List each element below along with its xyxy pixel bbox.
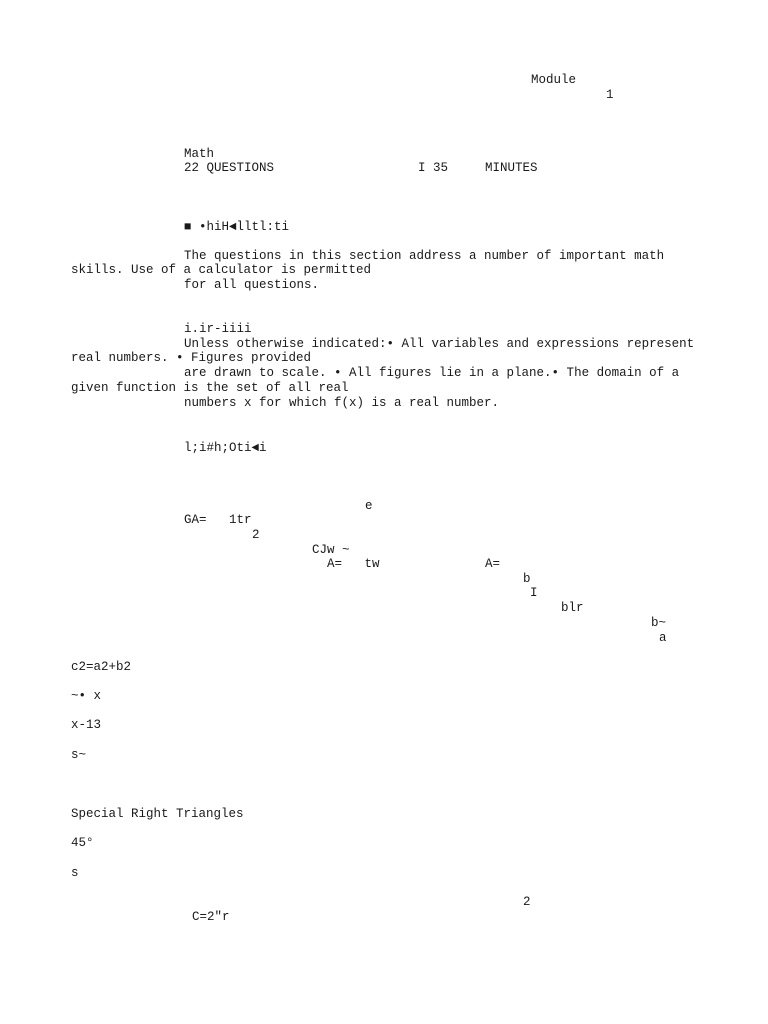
notes-line: are drawn to scale. • All figures lie in a plane.• The domain of a	[184, 366, 680, 380]
formula-fragment: s~	[71, 748, 87, 762]
time-unit: MINUTES	[485, 161, 538, 175]
directions-line: The questions in this section address a number of important math	[184, 249, 665, 263]
formula-fragment: b~	[651, 616, 667, 630]
special-triangles-title: Special Right Triangles	[71, 807, 244, 821]
directions-heading: ■ •hiH◄lltl:ti	[184, 220, 290, 234]
notes-line: given function is the set of all real	[71, 381, 349, 395]
directions-line: for all questions.	[184, 278, 320, 292]
angle-label: 45°	[71, 836, 94, 850]
formula-fragment: x-13	[71, 718, 102, 732]
reference-heading: l;i#h;Oti◄i	[184, 441, 267, 455]
formula-fragment: ~• x	[71, 689, 102, 703]
rectangle-area-formula: A= tw	[327, 557, 380, 571]
formula-fragment: blr	[561, 601, 584, 615]
notes-line: real numbers. • Figures provided	[71, 351, 312, 365]
question-count: 22 QUESTIONS	[184, 161, 275, 175]
formula-fragment: b	[523, 572, 531, 586]
module-label: Module	[531, 73, 577, 87]
pythagorean-formula: c2=a2+b2	[71, 660, 132, 674]
formula-fragment: 2	[523, 895, 531, 909]
triangle-area-formula: A=	[485, 557, 501, 571]
directions-line: skills. Use of a calculator is permitted	[71, 263, 372, 277]
section-subject: Math	[184, 147, 215, 161]
formula-fragment: 2	[252, 528, 260, 542]
formula-fragment: CJw ~	[312, 543, 350, 557]
circumference-formula: C=2"r	[192, 910, 230, 924]
formula-fragment: a	[659, 631, 667, 645]
notes-line: Unless otherwise indicated:• All variables and expressions represent	[184, 337, 695, 351]
formula-fragment: I	[530, 586, 538, 600]
circle-area-formula: GA= 1tr	[184, 513, 252, 527]
formula-fragment: s	[71, 866, 79, 880]
notes-line: numbers x for which f(x) is a real number.	[184, 396, 500, 410]
formula-fragment: e	[365, 499, 373, 513]
module-number: 1	[606, 88, 614, 102]
notes-heading: i.ir-iiii	[184, 322, 252, 336]
time-marker: I 35	[418, 161, 449, 175]
